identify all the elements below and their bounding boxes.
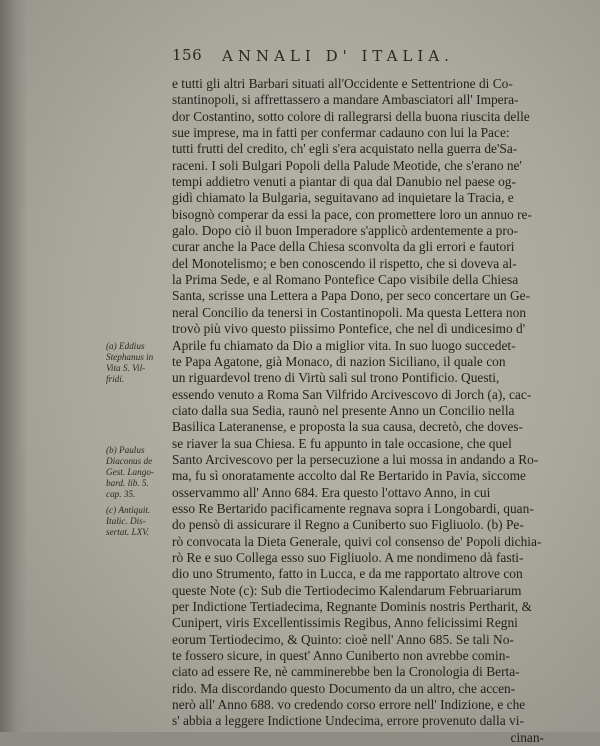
text-line: se riaver la sua Chiesa. E fu appunto in tale occasione, che quel	[172, 435, 512, 451]
text-line: raceni. I soli Bulgari Popoli della Palude Meotide, che s'erano ne'	[172, 157, 522, 173]
text-line: ciato ad essere Re, nè camminerebbe ben la Cronologia di Berta-	[172, 664, 520, 680]
text-line: rò Re e suo Collega esso suo Figliuolo. A me nondimeno dà fasti-	[172, 549, 524, 565]
text-line: dor Costantino, sotto colore di rallegrarsi della buona riuscita delle	[172, 108, 530, 124]
text-line: ma, fu sì onoratamente accolto dal Re Bertarido in Pavia, siccome	[172, 468, 526, 484]
text-line: Santo Arcivescovo per la persecuzione a lui mossa in andando a Ro-	[172, 451, 539, 467]
page-header	[172, 46, 552, 70]
running-title: ANNALI D' ITALIA.	[222, 47, 454, 65]
text-line: s' abbia a leggere Indictione Undecima, errore provenuto dalla vi-	[172, 713, 524, 729]
text-line: do pensò di assicurare il Regno a Cuniberto suo Figliuolo. (b) Pe-	[172, 517, 524, 533]
side-note-line: (c) Antiquit.	[106, 505, 151, 515]
text-line: dio uno Strumento, fatto in Lucca, e da me rapportato altrove con	[172, 566, 523, 582]
book-spine-shadow	[0, 0, 28, 732]
text-line: rido. Ma discordando questo Documento da un altro, che accen-	[172, 680, 516, 696]
side-note-line: fridi.	[106, 374, 125, 384]
side-note-line: Italic. Dis-	[106, 516, 146, 526]
text-line: Santa, scrisse una Lettera a Papa Dono, per seco concertare un Ge-	[172, 288, 531, 304]
text-line: sue imprese, ma in fatti per confermar cadauno con lui la Pace:	[172, 125, 510, 141]
side-note-line: bard. lib. 5.	[106, 478, 149, 488]
side-note-b	[106, 445, 170, 500]
text-line: tempi addietro venuti a piantar di qua dal Danubio nel paese og-	[172, 174, 516, 190]
text-line: ciato dalla sua Sedia, raunò nel presente Anno un Concilio nella	[172, 402, 515, 418]
text-line: essendo venuto a Roma San Vilfrido Arcivescovo di Jorch (a), cac-	[172, 386, 532, 402]
side-note-line: Gest. Lango-	[106, 467, 154, 477]
text-line: osservammo all' Anno 684. Era questo l'ottavo Anno, in cui	[172, 484, 491, 500]
side-note-line: (a) Eddius	[106, 341, 145, 351]
text-line: per Indictione Tertiadecima, Regnante Dominis nostris Pertharit, &	[172, 599, 532, 614]
text-line: trovò più vivo questo piissimo Pontefice, che nel dì undicesimo d'	[172, 321, 526, 337]
text-line: queste Note (c): Sub die Tertiodecimo Kalendarum Februariarum	[172, 582, 522, 598]
side-note-line: cap. 35.	[106, 489, 136, 499]
text-line: del Monotelismo; e ben conoscendo il rispetto, che si doveva al-	[172, 255, 517, 271]
text-line: gidì chiamato la Bulgaria, seguitavano ad inquietare la Tracia, e	[172, 190, 514, 206]
catchword: cinan-	[510, 729, 544, 745]
text-line: Cunipert, viris Excellentissimis Regibus, Anno felicissimi Regni	[172, 615, 518, 631]
side-note-line: Vita S. Vil-	[106, 363, 146, 373]
text-line: e tutti gli altri Barbari situati all'Occidente e Settentrione di Co-	[172, 76, 513, 91]
text-line: te fossero sicure, in quest' Anno Cuniberto non avrebbe comin-	[172, 648, 510, 664]
side-note-line: (b) Paulus	[106, 445, 145, 455]
side-note-a	[106, 341, 170, 385]
side-note-line: Stephanus in	[106, 352, 154, 362]
page-number: 156	[172, 46, 203, 64]
text-line: curar anche la Pace della Chiesa sconvolta da gli errori e fautori	[172, 239, 515, 255]
text-line: Basilica Lateranense, e proposta la sua causa, decretò, che doves-	[172, 419, 523, 435]
text-line: la Prima Sede, e al Romano Pontefice Capo visibile della Chiesa	[172, 272, 519, 288]
side-note-line: Diaconus de	[106, 456, 153, 466]
text-line: rò convocata la Dieta Generale, quivi col consenso de' Popoli dichia-	[172, 533, 542, 549]
text-line: bisognò comperar da essi la pace, con promettere loro un annuo re-	[172, 206, 532, 222]
text-line: esso Re Bertarido pacificamente regnava sopra i Longobardi, quan-	[172, 500, 534, 516]
text-line: te Papa Agatone, già Monaco, di nazion Siciliano, il quale con	[172, 353, 506, 369]
text-line: nerò all' Anno 688. vo credendo corso errore nell' Indizione, e che	[172, 697, 526, 713]
text-line: stantinopoli, si affrettassero a mandare Ambasciatori all' Impera-	[172, 92, 519, 108]
text-line: un riguardevol treno di Virtù salì sul trono Pontificio. Questi,	[172, 370, 500, 386]
text-line: tutti frutti del credito, ch' egli s'era acquistato nella guerra de'Sa-	[172, 141, 518, 157]
main-text	[172, 76, 544, 746]
text-line: neral Concilio da tenersi in Costantinopoli. Ma questa Lettera non	[172, 304, 527, 320]
text-line: eorum Tertiodecimo, & Quinto: cioè nell' Anno 685. Se tali No-	[172, 631, 514, 647]
text-line: Aprile fu chiamato da Dio a miglior vita. In suo luogo succedet-	[172, 337, 516, 353]
side-note-c	[106, 505, 170, 538]
side-note-line: sertat. LXV.	[106, 527, 149, 537]
text-line: galo. Dopo ciò il buon Imperadore s'applicò ardentemente a pro-	[172, 223, 518, 239]
